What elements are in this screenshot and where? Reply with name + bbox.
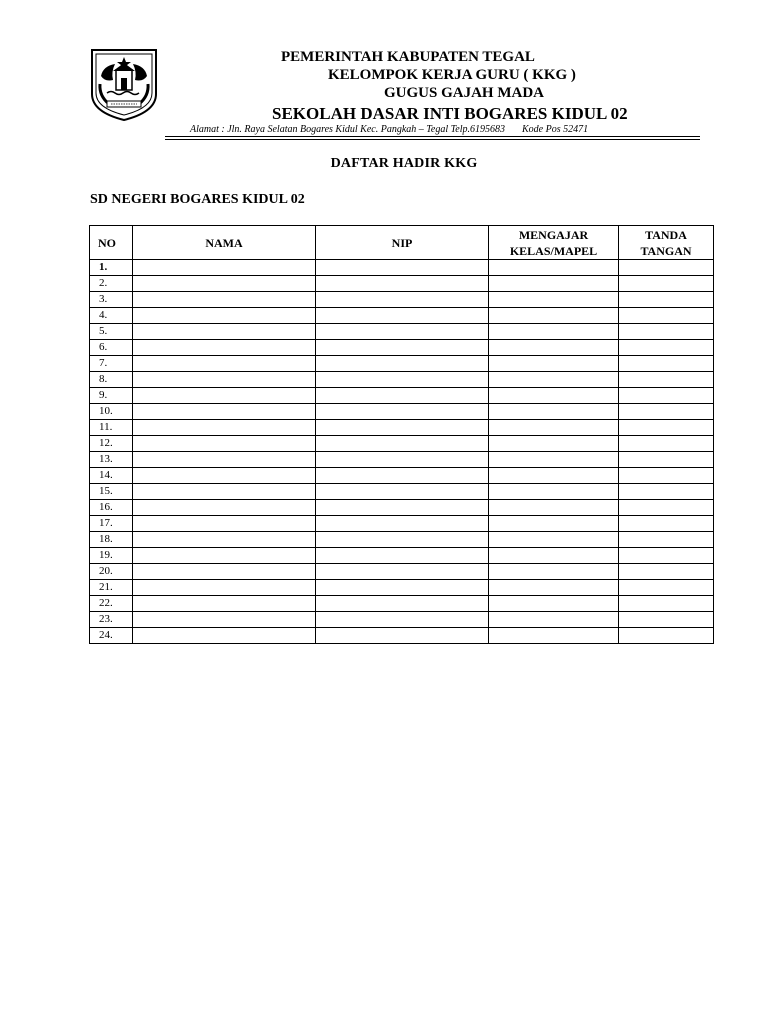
row-number-cell: 13. <box>90 452 133 468</box>
table-row <box>90 260 714 276</box>
row-mengajar-cell <box>489 532 619 548</box>
col-header-nip: NIP <box>316 226 489 260</box>
table-row <box>90 580 714 596</box>
row-tanda-cell <box>619 484 714 500</box>
table-row <box>90 436 714 452</box>
row-mengajar-cell <box>489 468 619 484</box>
table-row <box>90 596 714 612</box>
row-nama-cell <box>133 548 316 564</box>
row-nip-cell <box>316 404 489 420</box>
row-mengajar-cell <box>489 596 619 612</box>
table-header-row <box>90 226 714 260</box>
table-row <box>90 372 714 388</box>
row-tanda-cell <box>619 324 714 340</box>
row-nip-cell <box>316 596 489 612</box>
table-row <box>90 548 714 564</box>
row-nip-cell <box>316 356 489 372</box>
row-nip-cell <box>316 260 489 276</box>
row-nama-cell <box>133 532 316 548</box>
row-tanda-cell <box>619 516 714 532</box>
row-tanda-cell <box>619 340 714 356</box>
header-school-line: SEKOLAH DASAR INTI BOGARES KIDUL 02 <box>272 104 628 123</box>
col-header-no: NO <box>90 226 133 260</box>
table-row <box>90 612 714 628</box>
row-tanda-cell <box>619 420 714 436</box>
row-mengajar-cell <box>489 276 619 292</box>
row-tanda-cell <box>619 260 714 276</box>
table-row <box>90 564 714 580</box>
document-title-wrap <box>0 156 768 172</box>
row-nama-cell <box>133 292 316 308</box>
row-mengajar-cell <box>489 580 619 596</box>
table-row <box>90 420 714 436</box>
row-tanda-cell <box>619 468 714 484</box>
row-mengajar-cell <box>489 260 619 276</box>
row-nama-cell <box>133 308 316 324</box>
row-nama-cell <box>133 276 316 292</box>
row-nama-cell <box>133 388 316 404</box>
row-nip-cell <box>316 500 489 516</box>
row-mengajar-cell <box>489 292 619 308</box>
table-row <box>90 276 714 292</box>
row-number-cell: 7. <box>90 356 133 372</box>
row-tanda-cell <box>619 308 714 324</box>
col-header-nama: NAMA <box>133 226 316 260</box>
row-nip-cell <box>316 324 489 340</box>
table-row <box>90 308 714 324</box>
row-number-cell: 16. <box>90 500 133 516</box>
row-mengajar-cell <box>489 516 619 532</box>
row-mengajar-cell <box>489 372 619 388</box>
row-mengajar-cell <box>489 564 619 580</box>
row-nama-cell <box>133 340 316 356</box>
row-number-cell: 11. <box>90 420 133 436</box>
row-number-cell: 9. <box>90 388 133 404</box>
row-nama-cell <box>133 436 316 452</box>
row-number-cell: 1. <box>90 260 133 276</box>
table-row <box>90 532 714 548</box>
row-nama-cell <box>133 452 316 468</box>
row-number-cell: 24. <box>90 628 133 644</box>
row-mengajar-cell <box>489 500 619 516</box>
row-mengajar-cell <box>489 388 619 404</box>
row-tanda-cell <box>619 500 714 516</box>
row-tanda-cell <box>619 404 714 420</box>
row-tanda-cell <box>619 612 714 628</box>
row-tanda-cell <box>619 628 714 644</box>
row-nama-cell <box>133 420 316 436</box>
row-number-cell: 15. <box>90 484 133 500</box>
row-number-cell: 3. <box>90 292 133 308</box>
row-number-cell: 2. <box>90 276 133 292</box>
row-number-cell: 14. <box>90 468 133 484</box>
row-nip-cell <box>316 484 489 500</box>
table-row <box>90 356 714 372</box>
row-number-cell: 21. <box>90 580 133 596</box>
row-mengajar-cell <box>489 324 619 340</box>
row-number-cell: 20. <box>90 564 133 580</box>
row-nama-cell <box>133 372 316 388</box>
header-kkg-line: KELOMPOK KERJA GURU ( KKG ) <box>328 67 576 83</box>
school-name: SD NEGERI BOGARES KIDUL 02 <box>90 192 305 207</box>
row-nip-cell <box>316 452 489 468</box>
row-number-cell: 8. <box>90 372 133 388</box>
row-tanda-cell <box>619 580 714 596</box>
kabupaten-tegal-emblem-icon <box>89 46 159 122</box>
row-nama-cell <box>133 612 316 628</box>
header-divider-thin <box>165 139 700 140</box>
row-tanda-cell <box>619 356 714 372</box>
row-number-cell: 5. <box>90 324 133 340</box>
row-nama-cell <box>133 356 316 372</box>
row-tanda-cell <box>619 292 714 308</box>
row-mengajar-cell <box>489 436 619 452</box>
row-mengajar-cell <box>489 404 619 420</box>
table-row <box>90 484 714 500</box>
row-number-cell: 12. <box>90 436 133 452</box>
row-nip-cell <box>316 516 489 532</box>
row-nip-cell <box>316 292 489 308</box>
table-row <box>90 324 714 340</box>
col-header-mengajar-line2: KELAS/MAPEL <box>509 243 598 258</box>
row-number-cell: 23. <box>90 612 133 628</box>
row-nip-cell <box>316 372 489 388</box>
row-nip-cell <box>316 628 489 644</box>
table-row <box>90 500 714 516</box>
header-address <box>190 124 588 136</box>
row-tanda-cell <box>619 372 714 388</box>
row-nip-cell <box>316 276 489 292</box>
row-nip-cell <box>316 388 489 404</box>
row-tanda-cell <box>619 532 714 548</box>
row-mengajar-cell <box>489 420 619 436</box>
row-nama-cell <box>133 580 316 596</box>
row-nip-cell <box>316 308 489 324</box>
row-nama-cell <box>133 628 316 644</box>
table-row <box>90 516 714 532</box>
table-row <box>90 404 714 420</box>
row-tanda-cell <box>619 452 714 468</box>
table-row <box>90 292 714 308</box>
row-number-cell: 4. <box>90 308 133 324</box>
row-number-cell: 6. <box>90 340 133 356</box>
row-tanda-cell <box>619 548 714 564</box>
row-tanda-cell <box>619 388 714 404</box>
row-tanda-cell <box>619 564 714 580</box>
col-header-tanda-line1: TANDA <box>645 227 687 242</box>
row-nip-cell <box>316 532 489 548</box>
row-number-cell: 18. <box>90 532 133 548</box>
row-nama-cell <box>133 324 316 340</box>
row-nama-cell <box>133 500 316 516</box>
col-header-mengajar <box>489 226 619 260</box>
row-nama-cell <box>133 516 316 532</box>
address-text: Alamat : Jln. Raya Selatan Bogares Kidul Kec. Pangkah – Tegal Telp.6195683 <box>190 124 505 135</box>
row-number-cell: 19. <box>90 548 133 564</box>
row-tanda-cell <box>619 276 714 292</box>
table-row <box>90 468 714 484</box>
row-mengajar-cell <box>489 356 619 372</box>
row-nip-cell <box>316 612 489 628</box>
row-nip-cell <box>316 564 489 580</box>
row-mengajar-cell <box>489 452 619 468</box>
row-nip-cell <box>316 436 489 452</box>
postcode-text: Kode Pos 52471 <box>521 124 589 135</box>
row-mengajar-cell <box>489 308 619 324</box>
row-tanda-cell <box>619 436 714 452</box>
header-divider-thick <box>165 136 700 137</box>
row-nama-cell <box>133 260 316 276</box>
row-number-cell: 17. <box>90 516 133 532</box>
attendance-table <box>89 225 714 644</box>
row-nip-cell <box>316 468 489 484</box>
header-gugus-line: GUGUS GAJAH MADA <box>384 85 544 101</box>
row-mengajar-cell <box>489 628 619 644</box>
table-row <box>90 388 714 404</box>
row-nama-cell <box>133 468 316 484</box>
row-tanda-cell <box>619 596 714 612</box>
row-number-cell: 10. <box>90 404 133 420</box>
row-nip-cell <box>316 340 489 356</box>
col-header-tanda-tangan <box>619 226 714 260</box>
row-mengajar-cell <box>489 612 619 628</box>
table-row <box>90 340 714 356</box>
row-nip-cell <box>316 420 489 436</box>
row-mengajar-cell <box>489 548 619 564</box>
row-nip-cell <box>316 580 489 596</box>
attendance-table-body <box>90 260 714 644</box>
row-mengajar-cell <box>489 340 619 356</box>
row-nama-cell <box>133 484 316 500</box>
document-title: DAFTAR HADIR KKG <box>330 156 478 171</box>
col-header-mengajar-line1: MENGAJAR <box>518 227 589 242</box>
header-government-line: PEMERINTAH KABUPATEN TEGAL <box>281 49 535 65</box>
row-mengajar-cell <box>489 484 619 500</box>
col-header-tanda-line2: TANGAN <box>640 243 692 258</box>
row-number-cell: 22. <box>90 596 133 612</box>
row-nip-cell <box>316 548 489 564</box>
row-nama-cell <box>133 596 316 612</box>
table-row <box>90 452 714 468</box>
row-nama-cell <box>133 564 316 580</box>
table-row <box>90 628 714 644</box>
row-nama-cell <box>133 404 316 420</box>
